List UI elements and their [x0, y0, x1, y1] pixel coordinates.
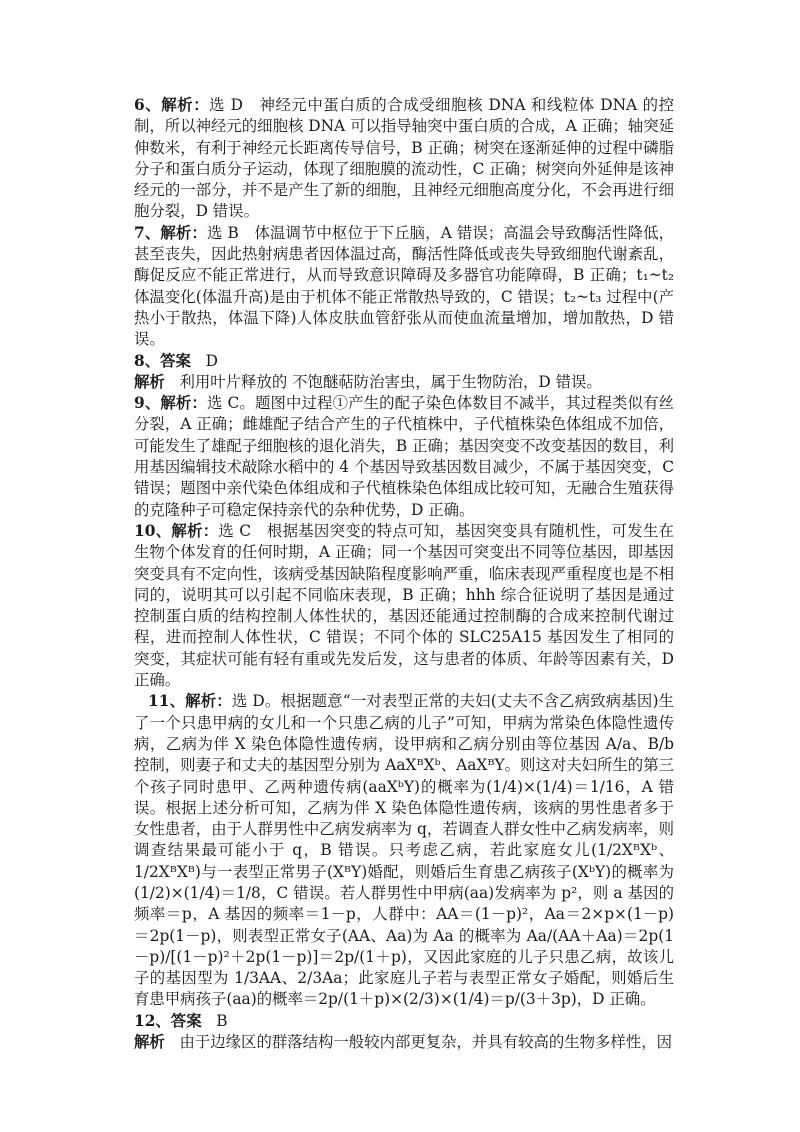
- answer-label: 10、解析：: [134, 521, 219, 540]
- answer-text: D: [205, 351, 218, 370]
- answer-6: [134, 95, 674, 223]
- answer-10: [134, 521, 674, 691]
- explanation-text: 利用叶片释放的 不饱醚萜防治害虫，属于生物防治，D 错误。: [179, 372, 602, 391]
- answer-8: [134, 351, 674, 372]
- answer-text: 选 D 神经元中蛋白质的合成受细胞核 DNA 和线粒体 DNA 的控制，所以神经元的细胞核 DNA 可以指导轴突中蛋白质的合成，A 正确；轴突延伸数米，有利于神经元长距离传导信号，B 正确；树突在逐渐延伸的过程中磷脂分子和蛋白质分子运动，体现了细胞膜的流动性，C 正确；树突向外延伸是该神经元的一部分，并不是产生了新的细胞，且神经元细胞高度分化，不会再进行细胞分裂，D 错误。: [134, 96, 674, 221]
- answer-text: 选 D。根据题意“一对表型正常的夫妇(丈夫不含乙病致病基因)生了一个只患甲病的女儿和一个只患乙病的儿子”可知，甲病为常染色体隐性遗传病，乙病为伴 X 染色体隐性遗传病，设甲病和乙病分别由等位基因 A/a、B/b 控制，则妻子和丈夫的基因型分别为 AaXᴮXᵇ、AaXᴮY。则这对夫妇所生的第三个孩子同时患甲、乙两种遗传病(aaXᵇY)的概率为(1/4)×(1/4)＝1/16，A 错误。根据上述分析可知，乙病为伴 X 染色体隐性遗传病，该病的男性患者多于女性患者，由于人群男性中乙病发病率为 q，若调查人群女性中乙病发病率，则调查结果最可能小于 q，B 错误。只考虑乙病，若此家庭女儿(1/2XᴮXᵇ、1/2XᴮXᴮ)与一表型正常男子(XᴮY)婚配，则婚后生育患乙病孩子(XᵇY)的概率为(1/2)×(1/4)＝1/8，C 错误。若人群男性中甲病(aa)发病率为 p²，则 a 基因的频率＝p，A 基因的频率＝1－p，人群中：AA＝(1－p)²，Aa＝2×p×(1－p)＝2p(1－p)，则表型正常女子(AA、Aa)为 Aa 的概率为 Aa/(AA＋Aa)＝2p(1－p)/[(1－p)²＋2p(1－p)]＝2p/(1＋p)，又因此家庭的儿子只患乙病，故该儿子的基因型为 1/3AA、2/3Aa；此家庭儿子若与表型正常女子婚配，则婚后生育患甲病孩子(aa)的概率＝2p/(1＋p)×(2/3)×(1/4)＝p/(3＋3p)，D 正确。: [134, 692, 675, 1009]
- answer-11: [134, 691, 674, 1010]
- explanation-label: 解析: [134, 372, 165, 391]
- answer-9: [134, 393, 674, 521]
- answer-7: [134, 223, 674, 351]
- answer-text: 选 C。题图中过程①产生的配子染色体数目不减半，其过程类似有丝分裂，A 正确；雌雄配子结合产生的子代植株中，子代植株染色体组成不加倍，可能发生了雄配子细胞核的退化消失，B 正确；基因突变不改变基因的数目，利用基因编辑技术敲除水稻中的 4 个基因导致基因数目减少，不属于基因突变，C 错误；题图中亲代染色体组成和子代植株染色体组成比较可知，无融合生殖获得的克隆种子可稳定保持亲代的杂种优势，D 正确。: [134, 394, 674, 519]
- answer-12: [134, 1011, 674, 1032]
- answer-text: B: [216, 1011, 228, 1030]
- explanation-12: [134, 1032, 674, 1053]
- answer-label: 6、解析：: [134, 96, 210, 114]
- answer-text: 选 B 体温调节中枢位于下丘脑，A 错误；高温会导致酶活性降低，甚至丧失，因此热射病患者因体温过高，酶活性降低或丧失导致细胞代谢紊乱，酶促反应不能正常进行，从而导致意识障碍及多器官功能障碍，B 正确；t₁~t₂体温变化(体温升高)是由于机体不能正常散热导致的，C 错误；t₂~t₃ 过程中(产热小于散热，体温下降)人体皮肤血管舒张从而使血流量增加，增加散热，D 错误。: [134, 223, 674, 349]
- answer-document: [134, 95, 674, 1053]
- answer-text: 选 C 根据基因突变的特点可知，基因突变具有随机性，可发生在生物个体发育的任何时期，A 正确；同一个基因可突变出不同等位基因，即基因突变具有不定向性，该病受基因缺陷程度影响严重，临床表现严重程度也是不相同的，说明其可以引起不同临床表现，B 正确；hhh 综合征说明了基因是通过控制蛋白质的结构控制人体性状的，基因还能通过控制酶的合成来控制代谢过程，进而控制人体性状，C 错误；不同个体的 SLC25A15 基因发生了相同的突变，其症状可能有轻有重或先发后发，这与患者的体质、年龄等因素有关，D 正确。: [134, 521, 675, 690]
- answer-label: 11、解析：: [148, 692, 232, 711]
- answer-label: 8、答案: [134, 351, 191, 370]
- explanation-text: 由于边缘区的群落结构一般较内部更复杂，并具有较高的生物多样性，因: [179, 1033, 672, 1052]
- explanation-label: 解析: [134, 1033, 165, 1052]
- answer-label: 7、解析：: [134, 223, 207, 242]
- answer-label: 12、答案: [134, 1011, 202, 1030]
- explanation-8: [134, 372, 674, 393]
- answer-label: 9、解析：: [134, 394, 207, 413]
